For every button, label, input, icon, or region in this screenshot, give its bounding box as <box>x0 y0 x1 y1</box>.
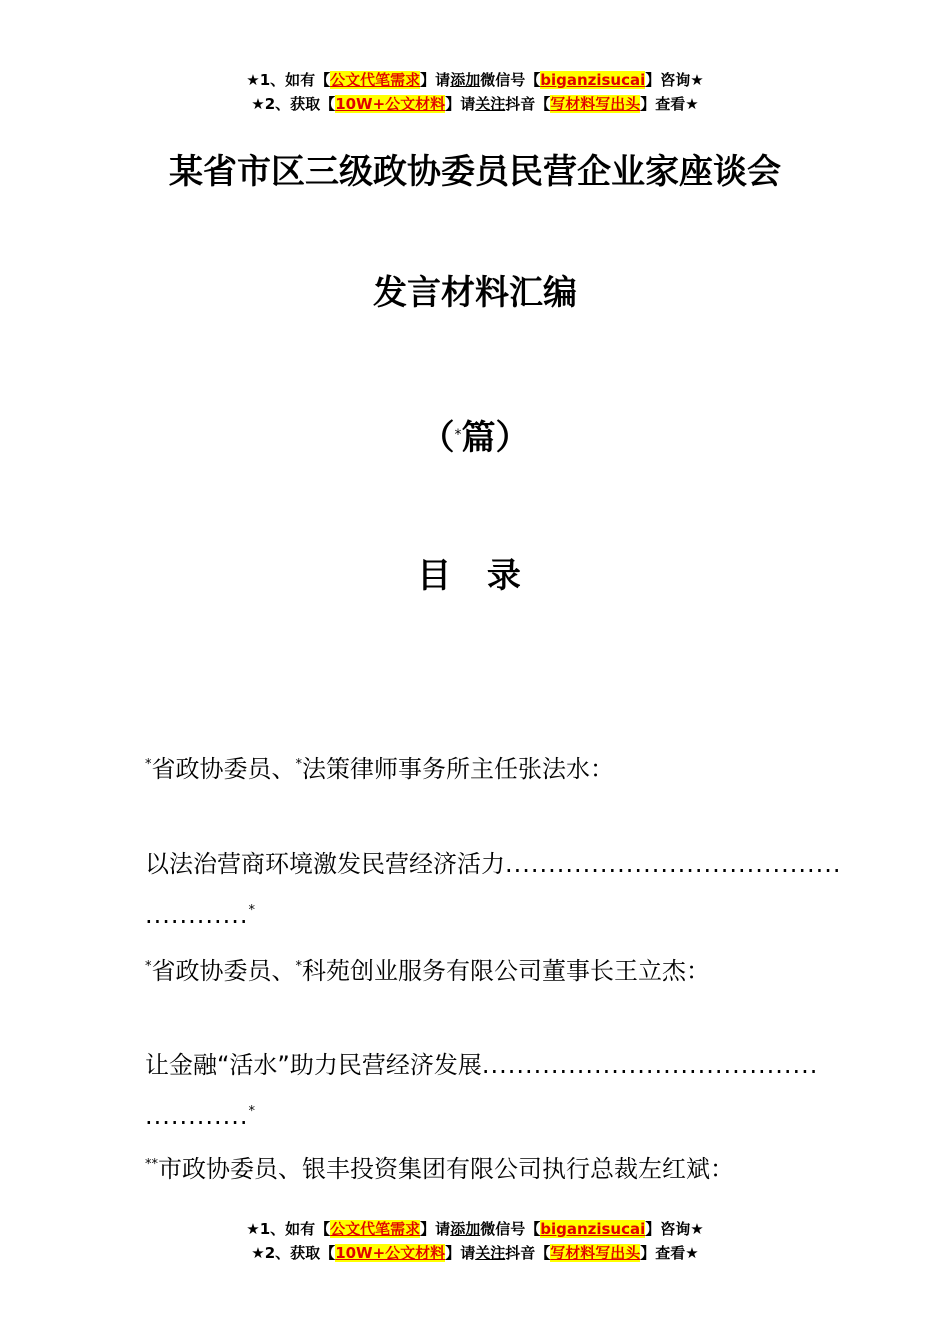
banner-text: ★2、获取【 <box>251 95 336 113</box>
banner-wechat-id: biganzisucai <box>540 71 646 89</box>
banner-text: 】咨询★ <box>645 1220 704 1238</box>
document-subtitle: 发言材料汇编 <box>373 273 577 313</box>
banner-text: 微信号【 <box>480 71 541 89</box>
toc-entry-1[interactable] <box>145 847 842 881</box>
banner-highlight: 10W+公文材料 <box>335 1244 446 1262</box>
star-mark: * <box>145 959 152 974</box>
banner-text: 抖音【 <box>505 1244 551 1262</box>
banner-douyin-id: 写材料写出头 <box>550 95 641 113</box>
toc-entry-2-cont <box>145 1095 255 1133</box>
toc-speaker-3 <box>145 1148 810 1186</box>
banner-highlight: 10W+公文材料 <box>335 95 446 113</box>
banner-text: 】请 <box>445 1244 476 1262</box>
banner-text: ★1、如有【 <box>246 71 331 89</box>
banner-text: 】请 <box>420 1220 451 1238</box>
toc-entry-1-cont <box>145 894 255 932</box>
bottom-banner <box>0 1217 950 1265</box>
toc-leader-dots: ....................................... <box>505 850 842 878</box>
banner-text: 】查看★ <box>640 95 699 113</box>
toc-topic: 让金融“活水”助力民营经济发展 <box>145 1051 482 1079</box>
speaker-name: 科苑创业服务有限公司董事长王立杰： <box>302 957 710 985</box>
toc-speaker-1 <box>145 748 810 786</box>
top-banner <box>0 68 950 116</box>
speaker-role: 省政协委员、 <box>151 755 296 783</box>
banner-text: ★1、如有【 <box>246 1220 331 1238</box>
speaker-role: 省政协委员、 <box>151 957 296 985</box>
banner-line-2 <box>0 92 950 116</box>
banner-underlined: 添加 <box>450 71 481 89</box>
banner-line-1 <box>0 1217 950 1241</box>
banner-underlined: 关注 <box>475 95 506 113</box>
toc-heading: 目 录 <box>417 556 533 596</box>
toc-topic: 以法治营商环境激发民营经济活力 <box>145 850 505 878</box>
toc-page-number: * <box>248 1104 256 1119</box>
banner-highlight: 公文代笔需求 <box>330 1220 421 1238</box>
document-title: 某省市区三级政协委员民营企业家座谈会 <box>169 152 781 192</box>
toc-entry-2[interactable] <box>145 1048 819 1082</box>
toc-speaker-2 <box>145 950 810 988</box>
banner-underlined: 关注 <box>475 1244 506 1262</box>
speaker-name: 法策律师事务所主任张法水： <box>302 755 614 783</box>
star-mark: * <box>145 757 152 772</box>
banner-highlight: 公文代笔需求 <box>330 71 421 89</box>
banner-text: 】查看★ <box>640 1244 699 1262</box>
count-placeholder: * <box>454 427 462 443</box>
banner-text: 】请 <box>420 71 451 89</box>
banner-text: 抖音【 <box>505 95 551 113</box>
toc-leader-dots: ....................................... <box>481 1051 819 1079</box>
banner-underlined: 添加 <box>450 1220 481 1238</box>
banner-text: ★2、获取【 <box>251 1244 336 1262</box>
banner-text: 】咨询★ <box>645 71 704 89</box>
banner-text: 】请 <box>445 95 476 113</box>
star-mark: * <box>295 757 302 772</box>
count-close: 篇） <box>461 418 530 458</box>
toc-leader-dots: ............ <box>145 901 249 929</box>
banner-line-2 <box>0 1241 950 1265</box>
count-open: （ <box>420 418 455 458</box>
speaker-name: 市政协委员、银丰投资集团有限公司执行总裁左红斌： <box>158 1155 734 1183</box>
star-mark: ** <box>145 1157 158 1172</box>
banner-wechat-id: biganzisucai <box>540 1220 646 1238</box>
toc-page-number: * <box>248 903 256 918</box>
toc-leader-dots: ............ <box>145 1102 249 1130</box>
banner-line-1 <box>0 68 950 92</box>
banner-douyin-id: 写材料写出头 <box>550 1244 641 1262</box>
article-count <box>0 413 950 460</box>
star-mark: * <box>295 959 302 974</box>
banner-text: 微信号【 <box>480 1220 541 1238</box>
